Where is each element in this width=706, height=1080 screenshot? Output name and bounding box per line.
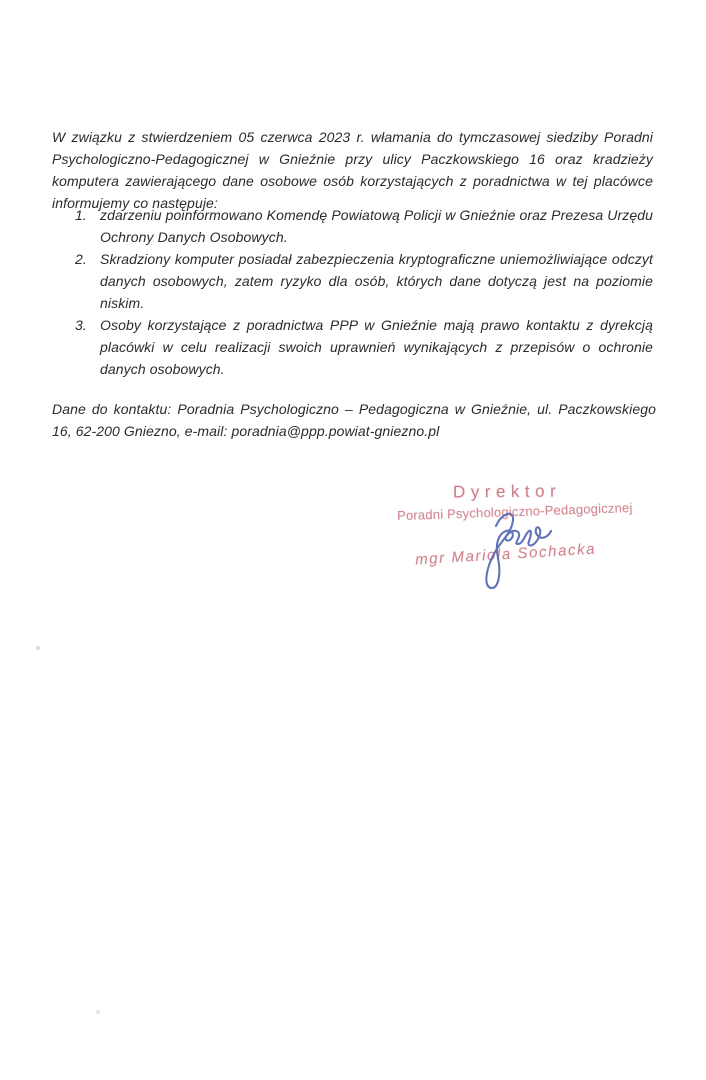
list-item-number: 2. [75,251,87,267]
list-item-text: zdarzeniu poinformowano Komendę Powiatową Policji w Gnieźnie oraz Prezesa Urzędu Ochrony Danych Osobowych. [100,207,653,245]
scan-speck [96,1010,100,1014]
stamp-organization: Poradni Psychologiczno-Pedagogicznej [396,499,633,524]
handwritten-signature [468,506,568,591]
list-item-number: 3. [75,317,87,333]
stamp-signer-name: mgr Mariola Sochacka [414,540,597,569]
list-item [75,204,653,248]
contact-paragraph: Dane do kontaktu: Poradnia Psychologiczno – Pedagogiczna w Gnieźnie, ul. Paczkowskiego 16, 62-200 Gniezno, e-mail: poradnia@ppp.powiat-gniezno.pl [52,401,656,439]
stamp-title: Dyrektor [452,481,562,502]
list-item [75,248,653,314]
list-item-text: Skradziony komputer posiadał zabezpieczenia kryptograficzne uniemożliwiające odczyt danych osobowych, zatem ryzyko dla osób, których dane dotyczą jest na poziomie niskim. [100,251,653,311]
scan-speck [36,646,40,650]
list-item [75,314,653,380]
list-item-text: Osoby korzystające z poradnictwa PPP w Gnieźnie mają prawo kontaktu z dyrekcją placówki w celu realizacji swoich uprawnień wynikających z przepisów o ochronie danych osobowych. [100,317,653,377]
numbered-list [75,204,653,380]
intro-paragraph: W związku z stwierdzeniem 05 czerwca 2023 r. włamania do tymczasowej siedziby Poradni Psychologiczno-Pedagogicznej w Gnieźnie przy ulicy Paczkowskiego 16 oraz kradzieży komputera zawierającego dane osobowe osób korzystających z poradnictwa w tej placówce informujemy co następuje: [52,129,653,211]
director-stamp [395,480,645,600]
list-item-number: 1. [75,207,87,223]
